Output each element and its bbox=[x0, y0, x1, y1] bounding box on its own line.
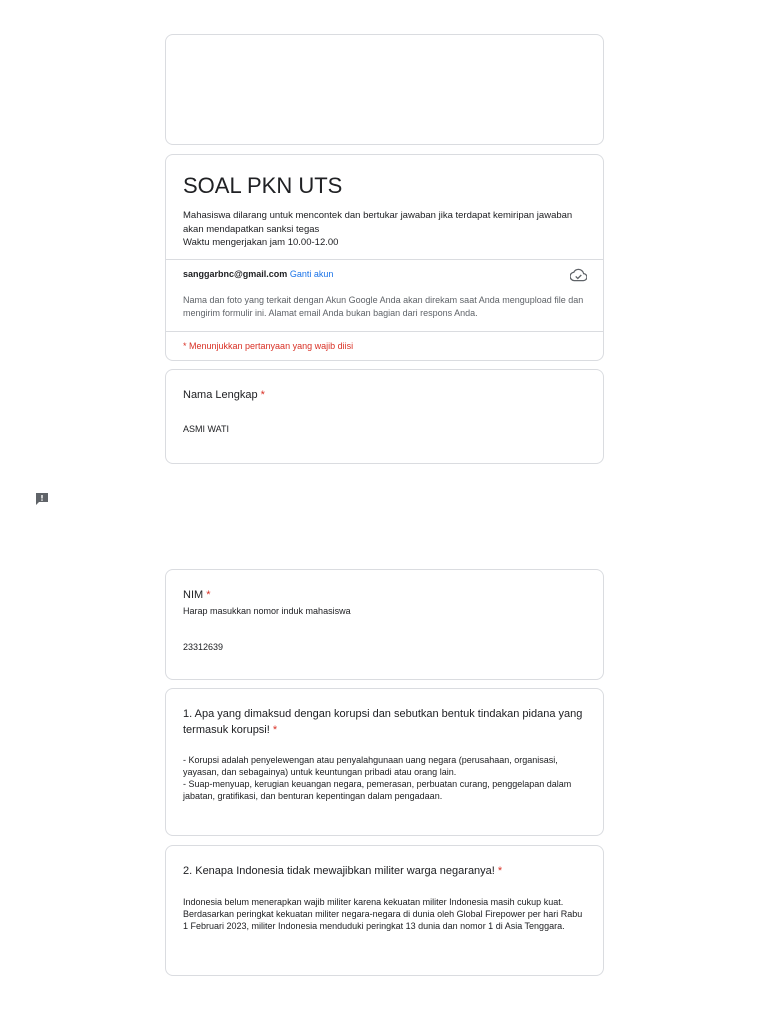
required-mark: * bbox=[272, 724, 278, 736]
question-title-text: 1. Apa yang dimaksud dengan korupsi dan sebutkan bentuk tindakan pidana yang termasuk korupsi! bbox=[183, 708, 583, 736]
form-title: SOAL PKN UTS bbox=[183, 173, 343, 198]
form-description: Mahasiswa dilarang untuk mencontek dan bertukar jawaban jika terdapat kemiripan jawaban akan mendapatkan sanksi tegas Waktu mengerjakan jam 10.00-12.00 bbox=[183, 210, 573, 248]
required-fields-note: * Menunjukkan pertanyaan yang wajib diisi bbox=[183, 340, 354, 351]
question-title-text: Nama Lengkap bbox=[183, 389, 258, 401]
question-card-1 bbox=[165, 688, 604, 836]
question-title-text: NIM bbox=[183, 589, 204, 601]
form-title-section bbox=[166, 155, 603, 250]
required-mark: * bbox=[497, 865, 503, 877]
question-description: Harap masukkan nomor induk mahasiswa bbox=[183, 606, 351, 616]
question-title-text: 2. Kenapa Indonesia tidak mewajibkan militer warga negaranya! bbox=[183, 865, 495, 877]
required-mark: * bbox=[260, 389, 265, 401]
question-title bbox=[183, 863, 586, 879]
question-card-nim bbox=[165, 569, 604, 680]
account-privacy-note: Nama dan foto yang terkait dengan Akun Google Anda akan direkam saat Anda mengupload file dan mengirim formulir ini. Alamat email Anda bukan bagian dari respons Anda. bbox=[183, 294, 584, 318]
question-card-2 bbox=[165, 845, 604, 976]
question-title bbox=[183, 587, 586, 603]
form-header-banner bbox=[165, 34, 604, 145]
question-card-full-name bbox=[165, 369, 604, 464]
switch-account-link[interactable]: Ganti akun bbox=[289, 268, 334, 279]
question-title bbox=[183, 706, 586, 738]
answer-text[interactable]: ASMI WATI bbox=[183, 424, 229, 434]
account-email: sanggarbnc@gmail.com bbox=[183, 268, 288, 279]
required-mark: * bbox=[206, 589, 211, 601]
account-row bbox=[166, 260, 603, 284]
question-title bbox=[183, 387, 586, 403]
answer-text[interactable]: 23312639 bbox=[183, 642, 224, 652]
report-feedback-icon[interactable] bbox=[35, 492, 49, 506]
form-title-card bbox=[165, 154, 604, 361]
answer-text[interactable]: Indonesia belum menerapkan wajib militer karena kekuatan militer Indonesia masih cukup kuat. Berdasarkan peringkat kekuatan militer negara-negara di dunia oleh Global Firepower per hari Rabu 1 Februari 2023, militer Indonesia menduduki peringkat 13 dunia dan nomor 1 di Asia Tenggara. bbox=[183, 897, 583, 931]
cloud-save-icon bbox=[570, 268, 587, 282]
answer-text[interactable]: - Korupsi adalah penyelewengan atau penyalahgunaan uang negara (perusahaan, organisasi, yayasan, dan sebagainya) untuk keuntungan pribadi atau orang lain. - Suap-menyuap, kerugian keuangan negara, pemerasan, perbuatan curang, penggelapan dalam jabatan, gratifikasi, dan benturan kepentingan dalam pengadaan. bbox=[183, 755, 572, 801]
